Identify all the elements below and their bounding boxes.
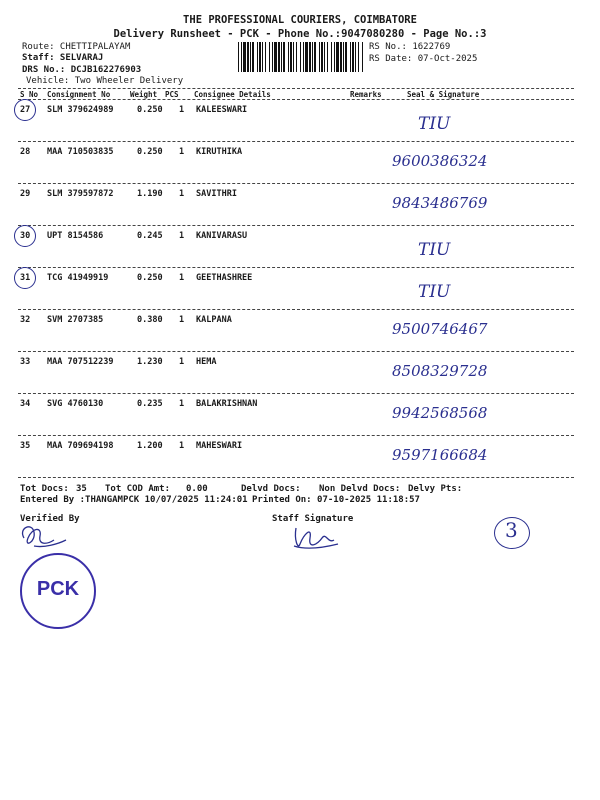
barcode-bar [257,42,258,72]
row-weight: 0.245 [137,231,163,241]
row-pcs: 1 [179,441,185,451]
row-handwritten-signature: TIU [418,114,451,134]
row-divider [18,225,574,226]
row-weight: 0.250 [137,273,163,283]
col-consignee: Consignee Details [194,90,271,99]
barcode-bar [362,42,363,72]
barcode-bar [345,42,347,72]
row-divider [18,435,574,436]
barcode-bar [303,42,304,72]
sno-ink-circle [14,99,36,121]
sno-ink-circle [14,267,36,289]
staff-label: Staff: SELVARAJ [22,53,104,63]
row-sno: 32 [20,315,31,325]
barcode-bar [305,42,308,72]
barcode-bar [290,42,292,72]
delvy-pts-label: Delvy Pts: [408,484,463,494]
row-weight: 0.250 [137,105,163,115]
barcode-bar [281,42,282,72]
barcode-bar [247,42,249,72]
row-consignee: SAVITHRI [196,189,237,199]
barcode-bar [309,42,311,72]
row-weight: 1.230 [137,357,163,367]
row-pcs: 1 [179,357,185,367]
barcode-bar [274,42,277,72]
row-consignment-no: TCG 41949919 [47,273,109,283]
page-mark-number: 3 [505,518,518,542]
tot-cod-label: Tot COD Amt: [105,484,171,494]
barcode-bar [278,42,280,72]
row-sno: 28 [20,147,31,157]
col-sno: S No [20,90,39,99]
barcode-bar [250,42,251,72]
barcode-bar [293,42,294,72]
row-handwritten-signature: TIU [418,240,451,260]
row-consignee: KALPANA [196,315,232,325]
vehicle-label: Vehicle: Two Wheeler Delivery [26,76,184,86]
row-consignee: MAHESWARI [196,441,243,451]
row-consignee: HEMA [196,357,217,367]
barcode-bar [265,42,266,72]
staff-signature-label: Staff Signature [272,514,354,524]
row-consignment-no: SLM 379597872 [47,189,114,199]
row-pcs: 1 [179,315,185,325]
verified-by-signature [14,518,74,552]
row-pcs: 1 [179,147,185,157]
row-pcs: 1 [179,399,185,409]
barcode-bar [272,42,273,72]
barcode-bar [324,42,325,72]
tot-docs-label: Tot Docs: [20,484,69,494]
barcode-bar [327,42,328,72]
row-pcs: 1 [179,231,185,241]
row-divider [18,477,574,478]
sno-ink-circle [14,225,36,247]
row-divider [18,351,574,352]
barcode [238,42,366,72]
col-consignment: Consignment No [47,90,111,99]
staff-signature-mark [288,520,348,554]
row-consignment-no: MAA 709694198 [47,441,114,451]
route-label: Route: CHETTIPALAYAM [22,42,131,52]
row-divider [18,309,574,310]
row-weight: 0.235 [137,399,163,409]
barcode-bar [269,42,270,72]
barcode-bar [238,42,239,72]
tot-cod-value: 0.00 [186,484,208,494]
row-handwritten-signature: 9942568568 [392,404,488,422]
table-header-rule [18,99,574,100]
drs-label: DRS No.: DCJB162276903 [22,65,142,75]
row-divider [18,393,574,394]
barcode-bar [352,42,354,72]
row-weight: 1.190 [137,189,163,199]
row-consignee: GEETHASHREE [196,273,253,283]
row-handwritten-signature: 9597166684 [392,446,488,464]
col-weight: Weight [130,90,158,99]
row-pcs: 1 [179,105,185,115]
row-pcs: 1 [179,189,185,199]
row-consignment-no: SLM 379624989 [47,105,114,115]
pck-stamp-text: PCK [36,578,80,600]
row-handwritten-signature: 9500746467 [392,320,488,338]
printed-on: Printed On: 07-10-2025 11:18:57 [252,495,420,505]
row-handwritten-signature: 8508329728 [392,362,488,380]
barcode-bar [340,42,342,72]
barcode-bar [336,42,339,72]
col-remarks: Remarks [350,90,382,99]
col-pcs: PCS [165,90,179,99]
tot-docs-value: 35 [76,484,87,494]
row-sno: 31 [20,273,31,283]
barcode-bar [259,42,261,72]
barcode-bar [296,42,297,72]
row-handwritten-signature: 9843486769 [392,194,488,212]
row-consignment-no: MAA 707512239 [47,357,114,367]
row-sno: 30 [20,231,31,241]
row-sno: 33 [20,357,31,367]
row-consignment-no: UPT 8154586 [47,231,104,241]
row-consignment-no: MAA 710503835 [47,147,114,157]
barcode-bar [319,42,320,72]
runsheet-subtitle: Delivery Runsheet - PCK - Phone No.:9047080280 - Page No.:3 [113,28,487,40]
row-weight: 0.380 [137,315,163,325]
row-sno: 29 [20,189,31,199]
row-consignment-no: SVM 2707385 [47,315,104,325]
row-weight: 0.250 [137,147,163,157]
row-handwritten-signature: TIU [418,282,451,302]
barcode-bar [243,42,246,72]
row-handwritten-signature: 9600386324 [392,152,488,170]
barcode-bar [300,42,301,72]
barcode-bar [283,42,285,72]
delvd-docs-label: Delvd Docs: [241,484,301,494]
non-delvd-docs-label: Non Delvd Docs: [319,484,401,494]
barcode-bar [358,42,359,72]
row-pcs: 1 [179,273,185,283]
row-sno: 27 [20,105,31,115]
company-title: THE PROFESSIONAL COURIERS, COIMBATORE [183,14,417,26]
barcode-bar [334,42,335,72]
barcode-bar [288,42,289,72]
table-top-rule [18,88,574,89]
barcode-bar [321,42,323,72]
row-consignment-no: SVG 4760130 [47,399,104,409]
row-sno: 34 [20,399,31,409]
row-consignee: KIRUTHIKA [196,147,243,157]
barcode-bar [343,42,344,72]
barcode-bar [355,42,356,72]
rs-date: RS Date: 07-Oct-2025 [369,54,478,64]
row-divider [18,183,574,184]
row-divider [18,267,574,268]
verified-by-label: Verified By [20,514,80,524]
rs-number: RS No.: 1622769 [369,42,451,52]
row-consignee: KALEESWARI [196,105,248,115]
row-consignee: KANIVARASU [196,231,248,241]
barcode-bar [252,42,254,72]
barcode-bar [241,42,242,72]
row-sno: 35 [20,441,31,451]
row-consignee: BALAKRISHNAN [196,399,258,409]
barcode-bar [314,42,316,72]
barcode-bar [262,42,263,72]
barcode-bar [350,42,351,72]
row-divider [18,141,574,142]
entered-by: Entered By :THANGAMPCK 10/07/2025 11:24:01 [20,495,248,505]
col-seal-signature: Seal & Signature [407,90,480,99]
barcode-bar [312,42,313,72]
barcode-bar [331,42,332,72]
row-weight: 1.200 [137,441,163,451]
